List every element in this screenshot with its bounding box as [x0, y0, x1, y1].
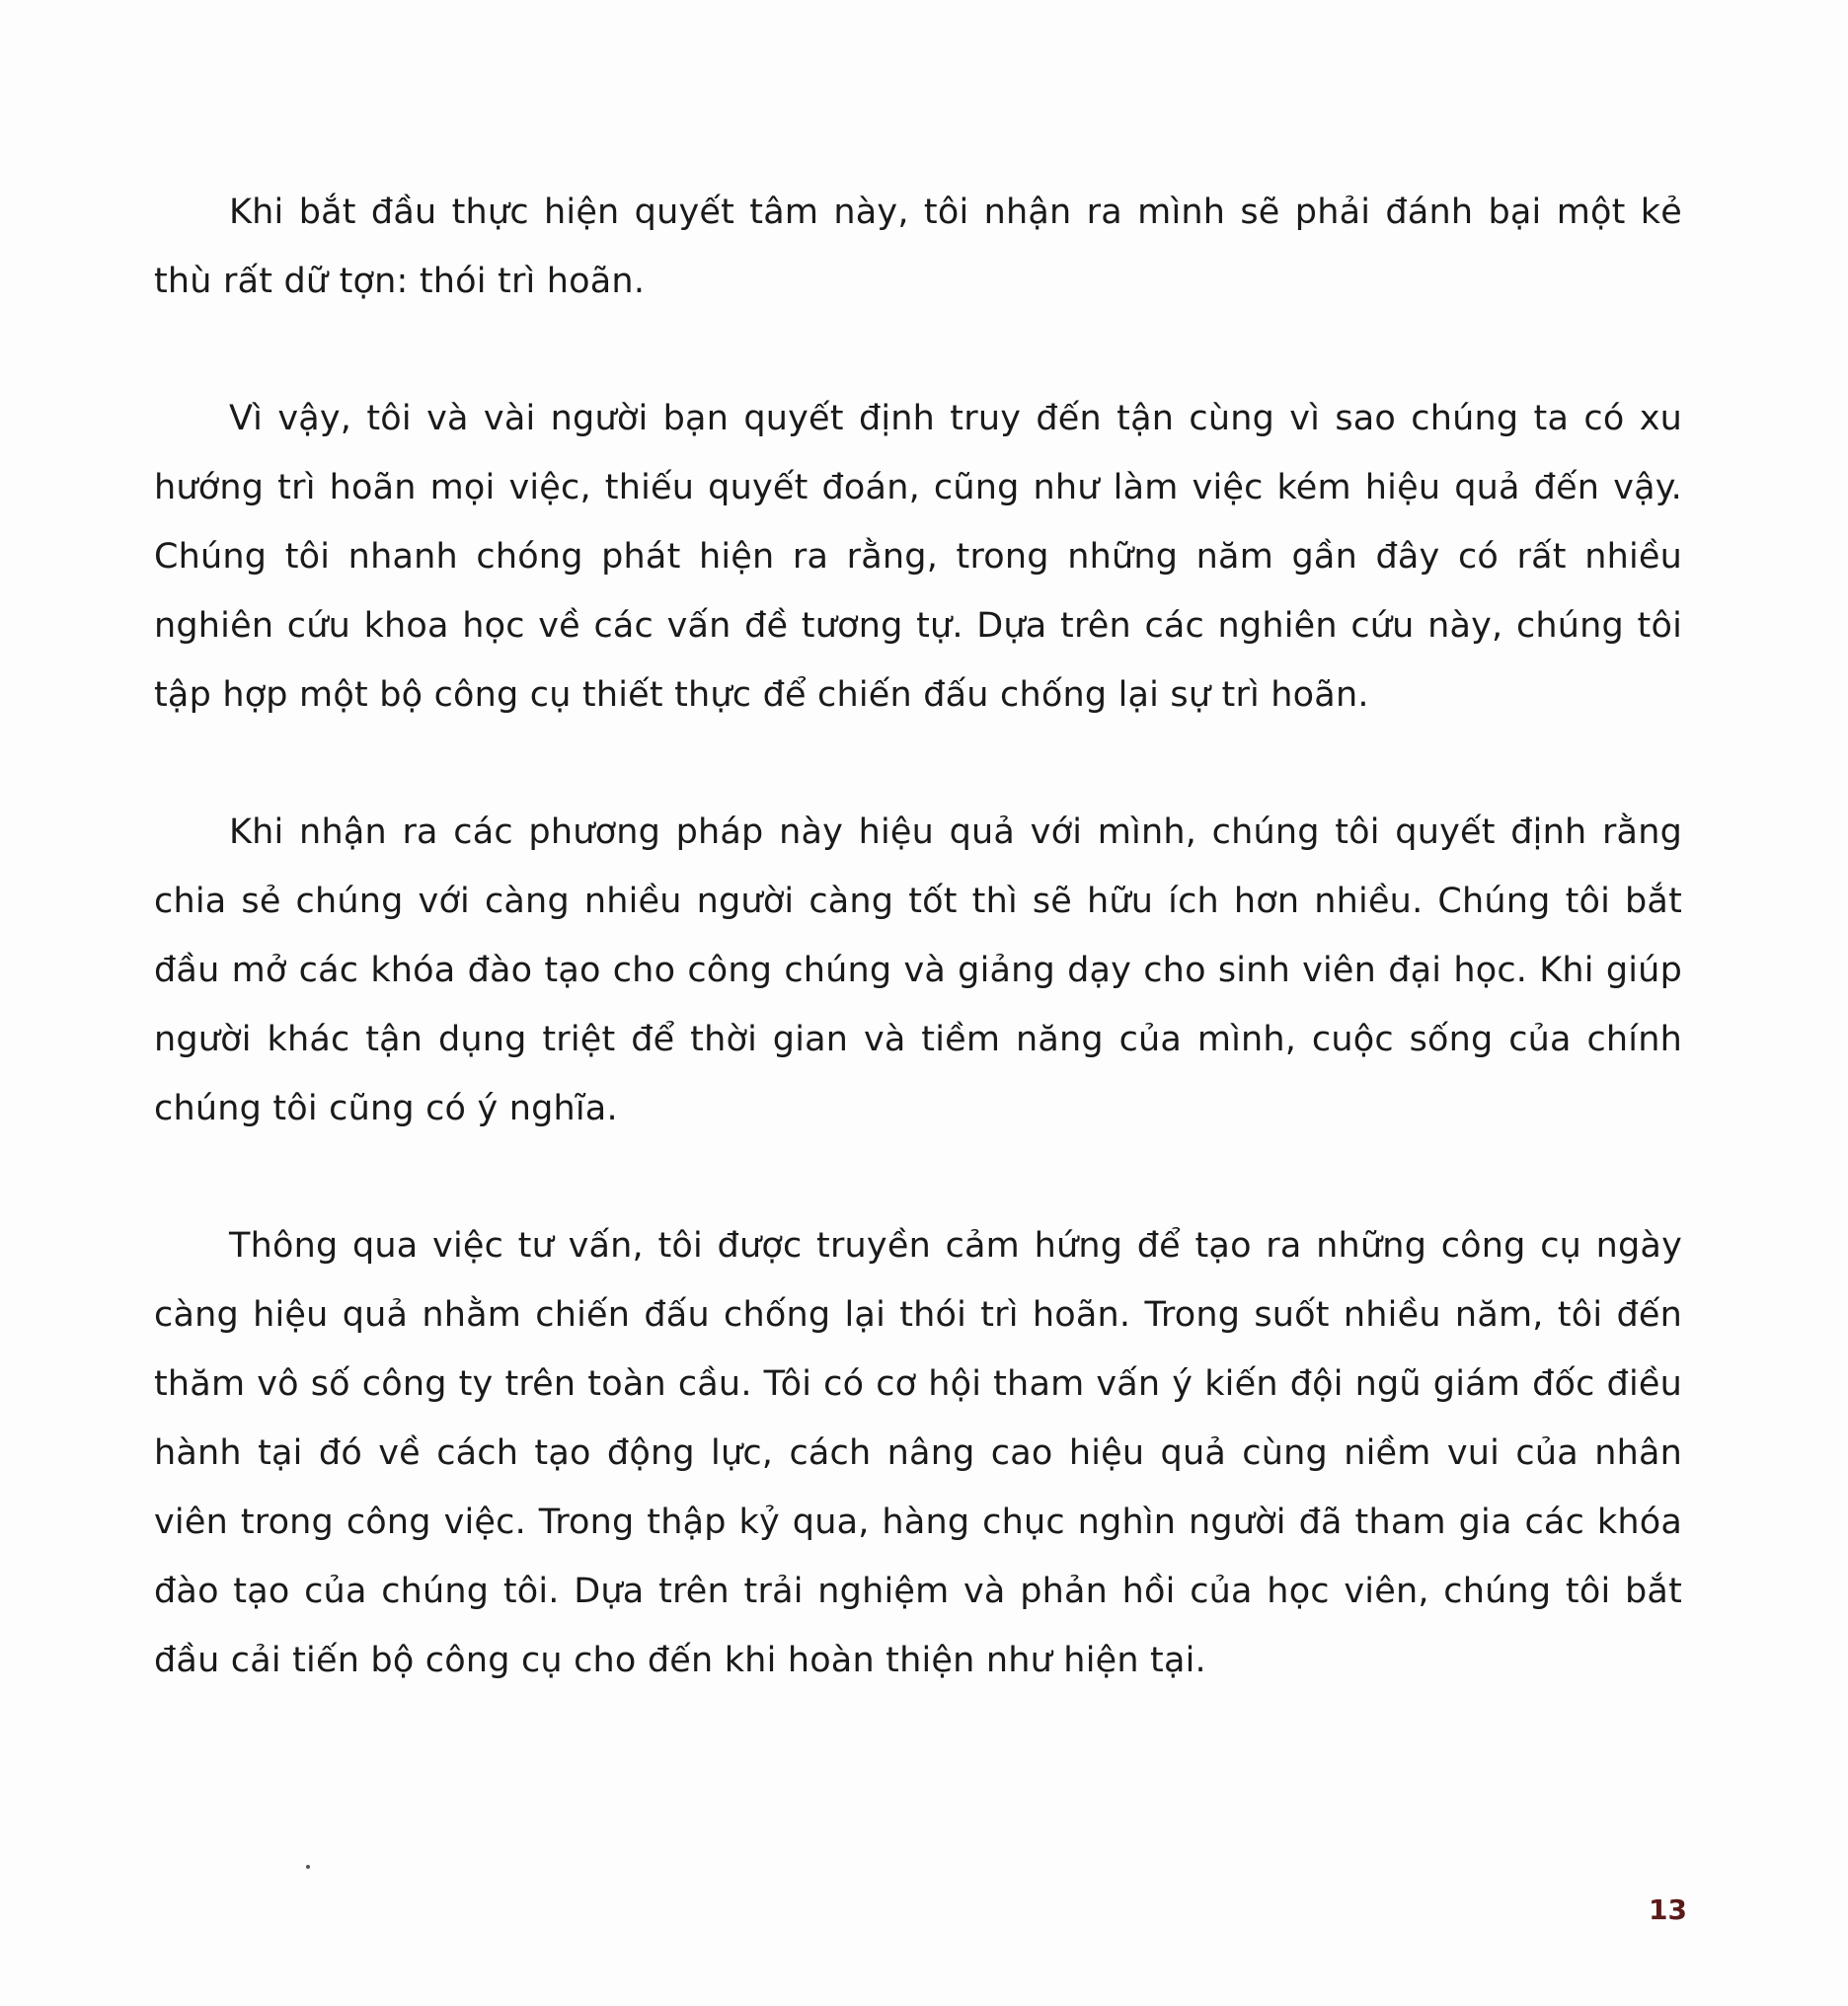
paragraph-3: Khi nhận ra các phương pháp này hiệu quả với mình, chúng tôi quyết định rằng chia sẻ chúng với càng nhiều người càng tốt thì sẽ hữu ích hơn nhiều. Chúng tôi bắt đầu mở các khóa đào tạo cho công chúng và giảng dạy cho sinh viên đại học. Khi giúp người khác tận dụng triệt để thời gian và tiềm năng của mình, cuộc sống của chính chúng tôi cũng có ý nghĩa. — [154, 812, 1682, 1128]
paragraph-2: Vì vậy, tôi và vài người bạn quyết định truy đến tận cùng vì sao chúng ta có xu hướng trì hoãn mọi việc, thiếu quyết đoán, cũng như làm việc kém hiệu quả đến vậy. Chúng tôi nhanh chóng phát hiện ra rằng, trong những năm gần đây có rất nhiều nghiên cứu khoa học về các vấn đề tương tự. Dựa trên các nghiên cứu này, chúng tôi tập hợp một bộ công cụ thiết thực để chiến đấu chống lại sự trì hoãn. — [154, 399, 1682, 715]
paragraph-1: Khi bắt đầu thực hiện quyết tâm này, tôi nhận ra mình sẽ phải đánh bại một kẻ thù rất dữ tợn: thói trì hoãn. — [154, 193, 1682, 301]
paragraph-4: Thông qua việc tư vấn, tôi được truyền cảm hứng để tạo ra những công cụ ngày càng hiệu quả nhằm chiến đấu chống lại thói trì hoãn. Trong suốt nhiều năm, tôi đến thăm vô số công ty trên toàn cầu. Tôi có cơ hội tham vấn ý kiến đội ngũ giám đốc điều hành tại đó về cách tạo động lực, cách nâng cao hiệu quả cùng niềm vui của nhân viên trong công việc. Trong thập kỷ qua, hàng chục nghìn người đã tham gia các khóa đào tạo của chúng tôi. Dựa trên trải nghiệm và phản hồi của học viên, chúng tôi bắt đầu cải tiến bộ công cụ cho đến khi hoàn thiện như hiện tại. — [154, 1226, 1682, 1680]
body-text — [154, 178, 1682, 1763]
page-number: 13 — [1649, 1893, 1687, 1926]
print-speck — [306, 1865, 310, 1869]
